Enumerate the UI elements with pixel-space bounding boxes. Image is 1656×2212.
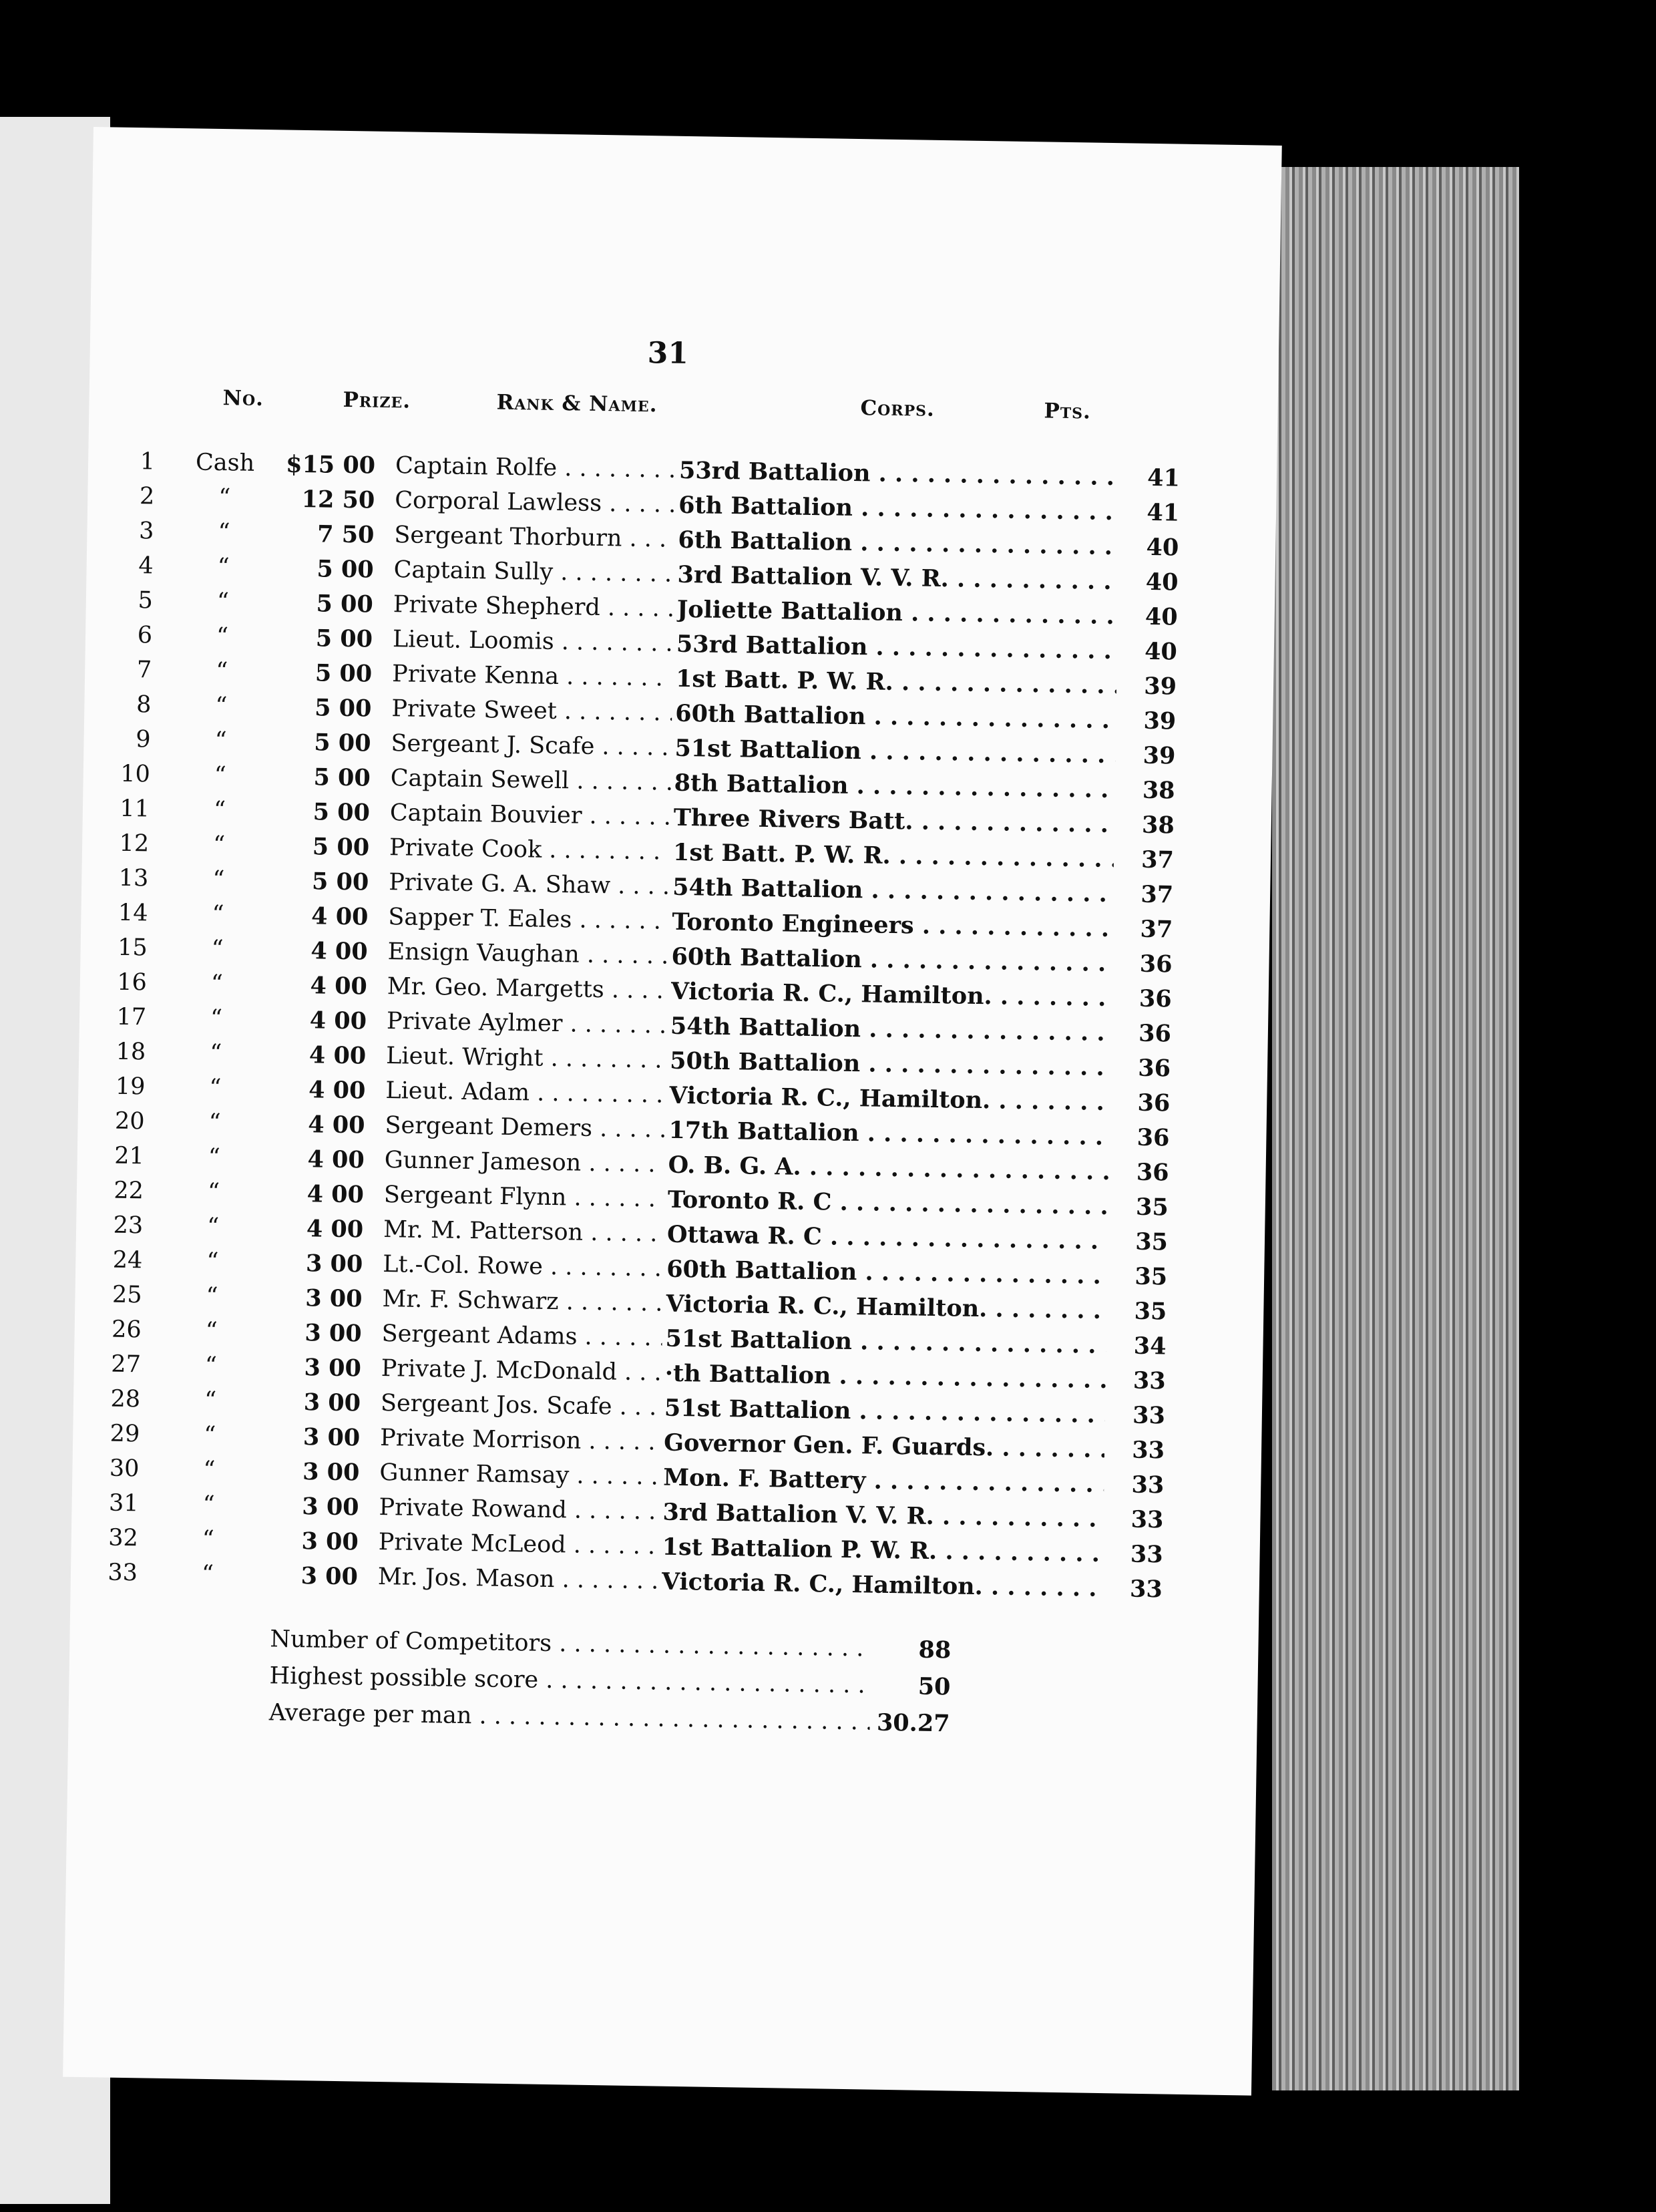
corps: 51st Battalion . . . (665, 1325, 1106, 1359)
summary-value: 30.27 (876, 1708, 950, 1738)
corps: 60th Battalion . . . (671, 943, 1112, 977)
row-number: 6 (137, 622, 153, 649)
prize-type: “ (204, 1387, 217, 1415)
prize-amount: 3 00 (302, 1493, 359, 1521)
prize-amount: 4 00 (309, 1006, 367, 1035)
corps: 51st Battalion . . . (664, 1395, 1106, 1429)
corps: 51st Battalion . . . (674, 735, 1116, 769)
results-table (88, 447, 1277, 1604)
points: 41 (1147, 498, 1180, 527)
header-no: No. (222, 386, 264, 411)
rank-name: Ensign Vaughan . . . (387, 938, 668, 970)
prize-type: “ (208, 1109, 221, 1137)
rank-name: Private Shepherd . . . (393, 591, 674, 622)
rank-name: Private Kenna . . . (392, 661, 673, 692)
prize-type: “ (218, 519, 230, 546)
prize-amount: 5 00 (312, 833, 370, 862)
row-number: 7 (136, 657, 152, 684)
rank-name: Mr. Jos. Mason . . . (378, 1563, 659, 1595)
corps: ·th Battalion . . . (664, 1360, 1106, 1394)
points: 40 (1145, 568, 1179, 596)
corps: 6th Battalion . . . (678, 526, 1119, 560)
prize-type: “ (215, 657, 228, 685)
points: 39 (1144, 672, 1177, 701)
points: 40 (1146, 533, 1179, 562)
row-number: 24 (112, 1246, 143, 1274)
rank-name: Mr. Geo. Margetts . . . (387, 973, 668, 1004)
points: 38 (1142, 776, 1175, 805)
row-number: 14 (118, 899, 148, 927)
row-number: 27 (111, 1350, 142, 1378)
points: 33 (1130, 1540, 1163, 1569)
rank-name: Private Rowand . . . (379, 1494, 660, 1525)
rank-name: Gunner Jameson . . . (384, 1147, 665, 1178)
prize-type: “ (214, 761, 227, 789)
prize-type: “ (205, 1317, 218, 1345)
rank-name: Sergeant Thorburn . . . (394, 522, 675, 553)
row-number: 29 (110, 1420, 140, 1448)
row-number: 1 (140, 448, 156, 476)
rank-name: Mr. M. Patterson . . . (383, 1216, 664, 1248)
rank-name: Private Morrison . . . (380, 1425, 661, 1456)
points: 33 (1132, 1436, 1165, 1465)
prize-amount: 4 00 (306, 1215, 364, 1244)
rank-name: Lieut. Loomis . . . (393, 626, 674, 657)
prize-type: “ (209, 1039, 222, 1067)
points: 35 (1134, 1297, 1167, 1326)
prize-type: “ (209, 1074, 222, 1102)
points: 36 (1138, 1019, 1172, 1048)
rank-name: Private Sweet . . . (391, 695, 672, 727)
prize-amount: 4 00 (310, 972, 368, 1000)
points: 36 (1138, 984, 1173, 1013)
prize-type: “ (202, 1491, 215, 1519)
corps: 54th Battalion . . . (672, 874, 1114, 908)
prize-type: “ (217, 554, 230, 581)
corps: 6th Battalion . . . (678, 492, 1120, 526)
prize-type: “ (206, 1213, 220, 1241)
corps: Victoria R. C., Hamilton. . . . (669, 1082, 1110, 1116)
row-number: 21 (114, 1142, 145, 1170)
corps: Ottawa R. C . . . (667, 1221, 1108, 1255)
prize-type: Cash (195, 449, 255, 477)
header-prize: Prize. (343, 387, 411, 413)
rank-name: Sapper T. Eales . . . (388, 904, 669, 935)
row-number: 16 (117, 968, 148, 996)
summary-label: Number of Competitors . . . (270, 1626, 871, 1662)
prize-type: “ (215, 692, 228, 720)
rank-name: Lieut. Wright . . . (386, 1043, 667, 1074)
rank-name: Captain Sully . . . (393, 556, 674, 588)
corps: 60th Battalion . . . (666, 1256, 1108, 1290)
row-number: 17 (116, 1003, 147, 1031)
points: 37 (1141, 846, 1175, 874)
header-rank-name: Rank & Name. (496, 390, 658, 417)
prize-amount: 12 50 (301, 485, 375, 514)
prize-type: “ (206, 1282, 218, 1310)
summary-label: Average per man . . . (268, 1699, 870, 1735)
prize-amount: 4 00 (308, 1076, 366, 1105)
corps: 1st Batt. P. W. R. . . . (673, 839, 1114, 873)
prize-amount: 7 50 (317, 520, 375, 549)
corps: 50th Battalion . . . (670, 1047, 1111, 1081)
prize-type: “ (201, 1560, 214, 1588)
rank-name: Private J. McDonald . . . (381, 1355, 662, 1387)
prize-amount: 5 00 (314, 694, 372, 723)
corps: 1st Batt. P. W. R. . . . (676, 665, 1117, 699)
row-number: 26 (111, 1316, 142, 1344)
prize-amount: 3 00 (304, 1284, 363, 1313)
row-number: 11 (120, 795, 150, 823)
rank-name: Private Cook . . . (389, 834, 670, 866)
corps: 53rd Battalion . . . (676, 630, 1118, 665)
corps: 60th Battalion . . . (675, 700, 1116, 734)
summary-stats (268, 1626, 1072, 1738)
prize-type: “ (212, 831, 226, 859)
prize-type: “ (214, 727, 227, 755)
prize-type: “ (218, 484, 231, 512)
row-number: 25 (112, 1281, 142, 1309)
prize-type: “ (208, 1143, 221, 1171)
summary-value: 88 (918, 1636, 952, 1664)
row-number: 18 (116, 1038, 146, 1066)
row-number: 30 (109, 1455, 140, 1483)
prize-type: “ (212, 866, 225, 894)
points: 33 (1130, 1505, 1164, 1534)
row-number: 13 (118, 864, 149, 892)
corps: 53rd Battalion . . . (679, 457, 1120, 491)
points: 36 (1137, 1089, 1171, 1117)
points: 40 (1145, 602, 1178, 631)
row-number: 15 (117, 934, 148, 962)
prize-amount: $15 00 (285, 450, 376, 480)
prize-amount: 3 00 (300, 1562, 359, 1591)
prize-type: “ (212, 900, 224, 928)
rank-name: Sergeant Adams . . . (381, 1320, 662, 1352)
prize-type: “ (204, 1352, 218, 1380)
prize-amount: 5 00 (311, 868, 369, 896)
row-number: 32 (108, 1524, 139, 1552)
row-number: 33 (108, 1559, 138, 1587)
points: 37 (1141, 880, 1174, 909)
row-number: 5 (138, 587, 154, 614)
row-number: 22 (114, 1177, 144, 1205)
corps: 8th Battalion . . . (674, 769, 1115, 803)
rank-name: Private Aylmer . . . (387, 1008, 668, 1039)
prize-amount: 4 00 (310, 902, 369, 931)
corps: 3rd Battalion V. V. R. . . . (662, 1499, 1104, 1533)
book-page (63, 127, 1282, 2096)
points: 39 (1143, 741, 1176, 770)
prize-amount: 4 00 (306, 1180, 365, 1209)
rank-name: Sergeant Jos. Scafe . . . (381, 1390, 662, 1421)
row-number: 12 (119, 830, 150, 858)
page-number: 31 (647, 336, 689, 371)
prize-amount: 4 00 (307, 1145, 365, 1174)
row-number: 19 (115, 1073, 146, 1101)
rank-name: Private G. A. Shaw . . . (389, 869, 670, 900)
rank-name: Private McLeod . . . (378, 1529, 659, 1560)
row-number: 28 (110, 1385, 141, 1413)
points: 33 (1129, 1575, 1163, 1604)
corps: Joliette Battalion . . . (676, 596, 1118, 630)
corps: Victoria R. C., Hamilton. . . . (670, 978, 1112, 1012)
prize-type: “ (211, 935, 224, 963)
row-number: 23 (113, 1212, 144, 1240)
prize-type: “ (203, 1456, 216, 1484)
points: 35 (1134, 1228, 1169, 1256)
points: 35 (1134, 1262, 1168, 1291)
rank-name: Corporal Lawless . . . (395, 487, 676, 518)
row-number: 31 (108, 1489, 139, 1517)
corps: 3rd Battalion V. V. R. . . . (677, 561, 1118, 595)
prize-type: “ (210, 1004, 223, 1033)
points: 36 (1139, 950, 1173, 978)
prize-amount: 5 00 (315, 624, 373, 653)
prize-type: “ (203, 1421, 216, 1449)
prize-amount: 3 00 (302, 1458, 360, 1487)
rank-name: Sergeant Flynn . . . (384, 1181, 665, 1213)
points: 41 (1147, 464, 1181, 492)
points: 33 (1132, 1401, 1166, 1430)
prize-amount: 3 00 (302, 1423, 361, 1452)
prize-type: “ (202, 1525, 215, 1553)
prize-amount: 4 00 (308, 1041, 367, 1070)
prize-amount: 3 00 (305, 1250, 363, 1278)
header-pts: Pts. (1044, 399, 1092, 424)
points: 33 (1132, 1366, 1167, 1395)
rank-name: Gunner Ramsay . . . (379, 1459, 660, 1491)
points: 34 (1133, 1332, 1167, 1360)
prize-amount: 5 00 (313, 763, 371, 792)
row-number: 10 (120, 760, 151, 788)
prize-amount: 5 00 (315, 659, 373, 688)
summary-value: 50 (917, 1672, 951, 1701)
corps: Mon. F. Battery . . . (663, 1464, 1104, 1498)
prize-type: “ (216, 622, 229, 651)
summary-label: Highest possible score . . . (269, 1662, 871, 1698)
corps: Toronto Engineers . . . (672, 908, 1113, 942)
corps: Victoria R. C., Hamilton. . . . (662, 1568, 1103, 1602)
corps: 17th Battalion . . . (668, 1117, 1110, 1151)
rank-name: Captain Bouvier . . . (390, 799, 671, 831)
row-number: 4 (138, 552, 154, 580)
rank-name: Captain Sewell . . . (390, 765, 671, 796)
prize-type: “ (213, 796, 226, 824)
points: 37 (1140, 915, 1173, 944)
points: 36 (1136, 1158, 1169, 1187)
points: 36 (1138, 1054, 1171, 1083)
corps: 54th Battalion . . . (670, 1012, 1112, 1047)
prize-type: “ (216, 588, 230, 616)
prize-amount: 5 00 (313, 798, 371, 827)
corps: Governor Gen. F. Guards. . . . (664, 1429, 1105, 1463)
book-page-edges (1272, 167, 1519, 2090)
corps: 1st Battalion P. W. R. . . . (662, 1533, 1103, 1568)
row-number: 3 (138, 518, 154, 545)
prize-amount: 5 00 (317, 555, 374, 584)
corps: Victoria R. C., Hamilton. . . . (666, 1290, 1107, 1324)
prize-amount: 3 00 (304, 1354, 362, 1382)
prize-amount: 3 00 (304, 1319, 362, 1348)
corps: Three Rivers Batt. . . . (674, 804, 1115, 838)
rank-name: Sergeant Demers . . . (385, 1112, 666, 1143)
prize-type: “ (207, 1178, 220, 1206)
points: 40 (1144, 637, 1178, 666)
points: 38 (1141, 811, 1175, 840)
corps: Toronto R. C . . . (668, 1186, 1109, 1220)
prize-amount: 4 00 (308, 1111, 365, 1139)
row-number: 20 (114, 1107, 145, 1135)
rank-name: Lieut. Adam . . . (385, 1077, 666, 1109)
prize-amount: 5 00 (313, 729, 371, 757)
corps: O. B. G. A. . . . (668, 1151, 1109, 1185)
prize-type: “ (210, 970, 224, 998)
points: 36 (1136, 1123, 1170, 1152)
rank-name: Mr. F. Schwarz . . . (382, 1286, 663, 1317)
rank-name: Sergeant J. Scafe . . . (391, 730, 672, 761)
row-number: 8 (136, 691, 152, 719)
header-corps: Corps. (860, 396, 936, 421)
rank-name: Lt.-Col. Rowe . . . (383, 1251, 664, 1282)
points: 33 (1131, 1471, 1165, 1499)
prize-type: “ (206, 1248, 219, 1276)
rank-name: Captain Rolfe . . . (395, 452, 676, 484)
prize-amount: 3 00 (303, 1389, 361, 1417)
row-number: 2 (139, 483, 155, 510)
row-number: 9 (136, 726, 151, 753)
prize-amount: 5 00 (316, 590, 374, 618)
points: 35 (1135, 1193, 1169, 1222)
points: 39 (1143, 707, 1177, 735)
prize-amount: 3 00 (301, 1527, 359, 1556)
prize-amount: 4 00 (310, 937, 368, 966)
